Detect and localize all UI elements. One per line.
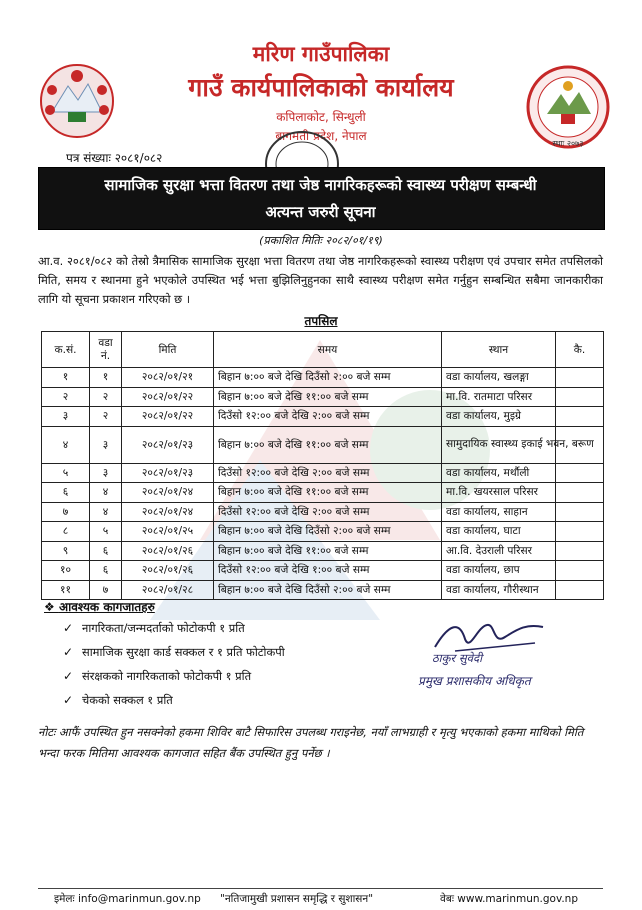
header-date: मिति xyxy=(122,332,214,368)
reference-number: पत्र संख्याः २०८१/०८२ xyxy=(66,151,163,165)
cell-place: वडा कार्यालय, खलङ्गा xyxy=(442,368,556,388)
cell-sn: ४ xyxy=(42,426,90,463)
cell-date: २०८२/०१/२५ xyxy=(122,522,214,542)
table-header-row xyxy=(42,332,604,368)
document-item: सामाजिक सुरक्षा कार्ड सक्कल र १ प्रति फोटोकपी xyxy=(82,645,285,659)
header-sn: क.सं. xyxy=(42,332,90,368)
cell-place: वडा कार्यालय, छाप xyxy=(442,561,556,581)
office-address: कपिलाकोट, सिन्धुली xyxy=(276,110,366,124)
cell-time: दिउँसो १२:०० बजे देखि २:०० बजे सम्म xyxy=(214,407,442,427)
documents-heading-text: आवश्यक कागजातहरु xyxy=(58,600,155,614)
cell-ward: ६ xyxy=(90,561,122,581)
cell-sn: ३ xyxy=(42,407,90,427)
cell-sn: ९ xyxy=(42,541,90,561)
cell-place: सामुदायिक स्वास्थ्य इकाई भवन, बरूण xyxy=(442,426,556,463)
cell-time: दिउँसो १२:०० बजे देखि २:०० बजे सम्म xyxy=(214,502,442,522)
cell-place: मा.वि. खयरसाल परिसर xyxy=(442,483,556,503)
cell-place: आ.वि. देउराली परिसर xyxy=(442,541,556,561)
municipality-name: मरिण गाउँपालिका xyxy=(252,42,390,66)
cell-date: २०८२/०१/२४ xyxy=(122,502,214,522)
cell-time: बिहान ७:०० बजे देखि दिउँसो २:०० बजे सम्म xyxy=(214,580,442,600)
cell-date: २०८२/०१/२२ xyxy=(122,387,214,407)
cell-place: मा.वि. रातमाटा परिसर xyxy=(442,387,556,407)
cell-sn: ५ xyxy=(42,463,90,483)
signatory-title: प्रमुख प्रशासकीय अधिकृत xyxy=(418,674,531,688)
document-item: संरक्षकको नागरिकताको फोटोकपी १ प्रति xyxy=(82,669,252,683)
cell-remark xyxy=(556,502,604,522)
notice-title-line1: सामाजिक सुरक्षा भत्ता वितरण तथा जेष्ठ नागरिकहरूको स्वास्थ्य परीक्षण सम्बन्धी xyxy=(104,176,537,194)
cell-sn: ११ xyxy=(42,580,90,600)
cell-ward: २ xyxy=(90,407,122,427)
published-date: (प्रकाशित मितिः २०८२/०१/१९) xyxy=(259,234,383,247)
table-row xyxy=(42,407,604,427)
table-row xyxy=(42,387,604,407)
cell-date: २०८२/०१/२६ xyxy=(122,561,214,581)
cell-ward: ५ xyxy=(90,522,122,542)
cell-time: बिहान ७:०० बजे देखि दिउँसो २:०० बजे सम्म xyxy=(214,368,442,388)
signatory-name: ठाकुर सुवेदी xyxy=(432,651,483,665)
cell-date: २०८२/०१/२८ xyxy=(122,580,214,600)
cell-place: वडा कार्यालय, साहान xyxy=(442,502,556,522)
document-item: चेकको सक्कल १ प्रति xyxy=(82,693,173,707)
cell-time: बिहान ७:०० बजे देखि दिउँसो २:०० बजे सम्म xyxy=(214,522,442,542)
cell-time: बिहान ७:०० बजे देखि ११:०० बजे सम्म xyxy=(214,483,442,503)
cell-date: २०८२/०१/२३ xyxy=(122,463,214,483)
cell-place: वडा कार्यालय, मर्थौली xyxy=(442,463,556,483)
cell-sn: १ xyxy=(42,368,90,388)
cell-ward: २ xyxy=(90,387,122,407)
cell-place: वडा कार्यालय, गौरीस्थान xyxy=(442,580,556,600)
cell-remark xyxy=(556,580,604,600)
cell-place: वडा कार्यालय, मुइग्रे xyxy=(442,407,556,427)
notice-title-line2: अत्यन्त जरुरी सूचना xyxy=(265,203,376,221)
cell-remark xyxy=(556,522,604,542)
cell-date: २०८२/०१/२२ xyxy=(122,407,214,427)
cell-sn: ८ xyxy=(42,522,90,542)
cell-sn: २ xyxy=(42,387,90,407)
documents-heading xyxy=(44,598,155,615)
cell-ward: ७ xyxy=(90,580,122,600)
cell-date: २०८२/०१/२३ xyxy=(122,426,214,463)
header-ward: वडा नं. xyxy=(90,332,122,368)
table-row xyxy=(42,426,604,463)
cell-time: बिहान ७:०० बजे देखि ११:०० बजे सम्म xyxy=(214,426,442,463)
table-row xyxy=(42,561,604,581)
cell-sn: ६ xyxy=(42,483,90,503)
cell-ward: १ xyxy=(90,368,122,388)
office-name: गाउँ कार्यपालिकाको कार्यालय xyxy=(188,73,454,102)
cell-remark xyxy=(556,368,604,388)
header-time: समय xyxy=(214,332,442,368)
cell-remark xyxy=(556,561,604,581)
cell-date: २०८२/०१/२६ xyxy=(122,541,214,561)
footer-slogan: "नतिजामुखी प्रशासन समृद्धि र सुशासन" xyxy=(220,893,374,905)
footer-website: वेबः www.marinmun.gov.np xyxy=(440,893,579,905)
check-icon: ✓ xyxy=(63,645,74,659)
table-row xyxy=(42,502,604,522)
cell-date: २०८२/०१/२४ xyxy=(122,483,214,503)
cell-time: बिहान ७:०० बजे देखि ११:०० बजे सम्म xyxy=(214,387,442,407)
check-icon: ✓ xyxy=(63,693,74,707)
document-item: नागरिकता/जन्मदर्ताको फोटोकपी १ प्रति xyxy=(82,621,245,635)
table-row xyxy=(42,522,604,542)
cell-ward: ६ xyxy=(90,541,122,561)
footer-email: इमेलः info@marinmun.gov.np xyxy=(54,893,201,905)
header-place: स्थान xyxy=(442,332,556,368)
seal-year: स्थाः २०७३ xyxy=(552,139,584,148)
cell-ward: ३ xyxy=(90,426,122,463)
cell-remark xyxy=(556,387,604,407)
diamond-bullet-icon: ❖ xyxy=(44,600,59,614)
cell-time: बिहान ७:०० बजे देखि ११:०० बजे सम्म xyxy=(214,541,442,561)
table-row xyxy=(42,483,604,503)
table-row xyxy=(42,541,604,561)
schedule-table xyxy=(41,331,604,600)
cell-time: दिउँसो १२:०० बजे देखि २:०० बजे सम्म xyxy=(214,463,442,483)
schedule-title: तपसिल xyxy=(304,314,338,328)
check-icon: ✓ xyxy=(63,669,74,683)
cell-remark xyxy=(556,541,604,561)
cell-date: २०८२/०१/२१ xyxy=(122,368,214,388)
office-country: बागमती प्रदेश, नेपाल xyxy=(275,129,367,143)
table-row xyxy=(42,368,604,388)
cell-ward: ४ xyxy=(90,502,122,522)
cell-place: वडा कार्यालय, घाटा xyxy=(442,522,556,542)
footer-divider xyxy=(38,888,603,889)
notice-note: नोटः आफैं उपस्थित हुन नसक्नेको हकमा शिविर बाटै सिफारिस उपलब्ध गराइनेछ, नयाँ लाभग्राही र मृत्यु भएकाको हकमा माथिको मिति भन्दा फरक मितिमा आवश्यक कागजात सहित बैंक उपस्थित हुनु पर्नेछ । xyxy=(38,725,584,760)
cell-time: दिउँसो १२:०० बजे देखि १:०० बजे सम्म xyxy=(214,561,442,581)
cell-sn: ७ xyxy=(42,502,90,522)
check-icon: ✓ xyxy=(63,621,74,635)
cell-remark xyxy=(556,483,604,503)
table-row xyxy=(42,463,604,483)
cell-remark xyxy=(556,463,604,483)
cell-ward: ४ xyxy=(90,483,122,503)
table-row xyxy=(42,580,604,600)
header-remark: कै. xyxy=(556,332,604,368)
cell-remark xyxy=(556,407,604,427)
cell-ward: ३ xyxy=(90,463,122,483)
notice-intro: आ.व. २०८१/०८२ को तेस्रो त्रैमासिक सामाजिक सुरक्षा भत्ता वितरण तथा जेष्ठ नागरिकहरूको स्वास्थ्य परीक्षण एवं उपचार समेत तपसिलको मिति, समय र स्थानमा हुने भएकोले उपस्थित भई भत्ता बुझिलिनुहुनका साथै स्वास्थ्य परीक्षण समेत गर्नुहुन सम्बन्धित सबैमा जानकारीका लागि यो सूचना प्रकाशन गरिएको छ । xyxy=(38,254,603,306)
cell-sn: १० xyxy=(42,561,90,581)
